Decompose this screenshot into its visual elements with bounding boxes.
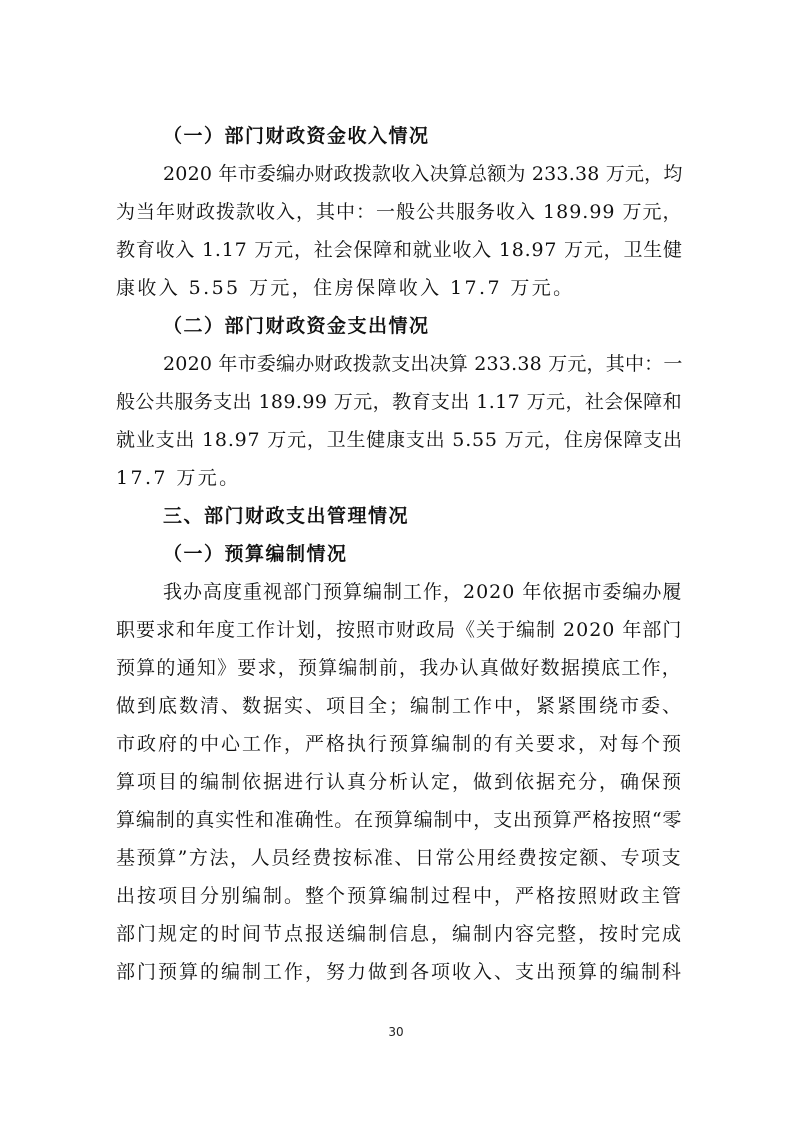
paragraph-line: 市政府的中心工作，严格执行预算编制的有关要求，对每个预 <box>116 733 684 755</box>
paragraph-line: 部门预算的编制工作，努力做到各项收入、支出预算的编制科 <box>116 961 684 983</box>
paragraph-line: 教育收入 1.17 万元，社会保障和就业收入 18.97 万元，卫生健 <box>116 239 683 261</box>
paragraph-line: 2020 年市委编办财政拨款支出决算 233.38 万元，其中：一 <box>163 353 683 375</box>
section-heading-revenue: （一）部门财政资金收入情况 <box>163 125 430 147</box>
paragraph-line: 基预算”方法，人员经费按标准、日常公用经费按定额、专项支 <box>116 847 682 869</box>
paragraph-line: 就业支出 18.97 万元，卫生健康支出 5.55 万元，住房保障支出 <box>116 429 683 451</box>
paragraph-line: 做到底数清、数据实、项目全；编制工作中，紧紧围绕市委、 <box>116 695 684 717</box>
paragraph-line: 算项目的编制依据进行认真分析认定，做到依据充分，确保预 <box>116 771 684 793</box>
paragraph-line: 2020 年市委编办财政拨款收入决算总额为 233.38 万元，均 <box>163 163 683 185</box>
paragraph-line: 部门规定的时间节点报送编制信息，编制内容完整，按时完成 <box>116 923 684 945</box>
paragraph-line: 般公共服务支出 189.99 万元，教育支出 1.17 万元，社会保障和 <box>116 391 682 413</box>
paragraph-line: 职要求和年度工作计划，按照市财政局《关于编制 2020 年部门 <box>116 619 683 641</box>
section-heading-expenditure: （二）部门财政资金支出情况 <box>163 315 430 337</box>
paragraph-line: 预算的通知》要求，预算编制前，我办认真做好数据摸底工作， <box>116 657 682 679</box>
page-number: 30 <box>388 1025 404 1039</box>
paragraph-line: 康收入 5.55 万元，住房保障收入 17.7 万元。 <box>116 277 575 299</box>
section-heading-budget-preparation: （一）预算编制情况 <box>163 543 348 565</box>
part-heading-management: 三、部门财政支出管理情况 <box>163 505 410 527</box>
paragraph-line: 我办高度重视部门预算编制工作，2020 年依据市委编办履 <box>163 581 683 603</box>
paragraph-line: 为当年财政拨款收入，其中：一般公共服务收入 189.99 万元， <box>116 201 683 223</box>
paragraph-line: 出按项目分别编制。整个预算编制过程中，严格按照财政主管 <box>116 885 684 907</box>
paragraph-line: 17.7 万元。 <box>116 467 241 489</box>
paragraph-line: 算编制的真实性和准确性。在预算编制中，支出预算严格按照“零 <box>116 809 682 831</box>
